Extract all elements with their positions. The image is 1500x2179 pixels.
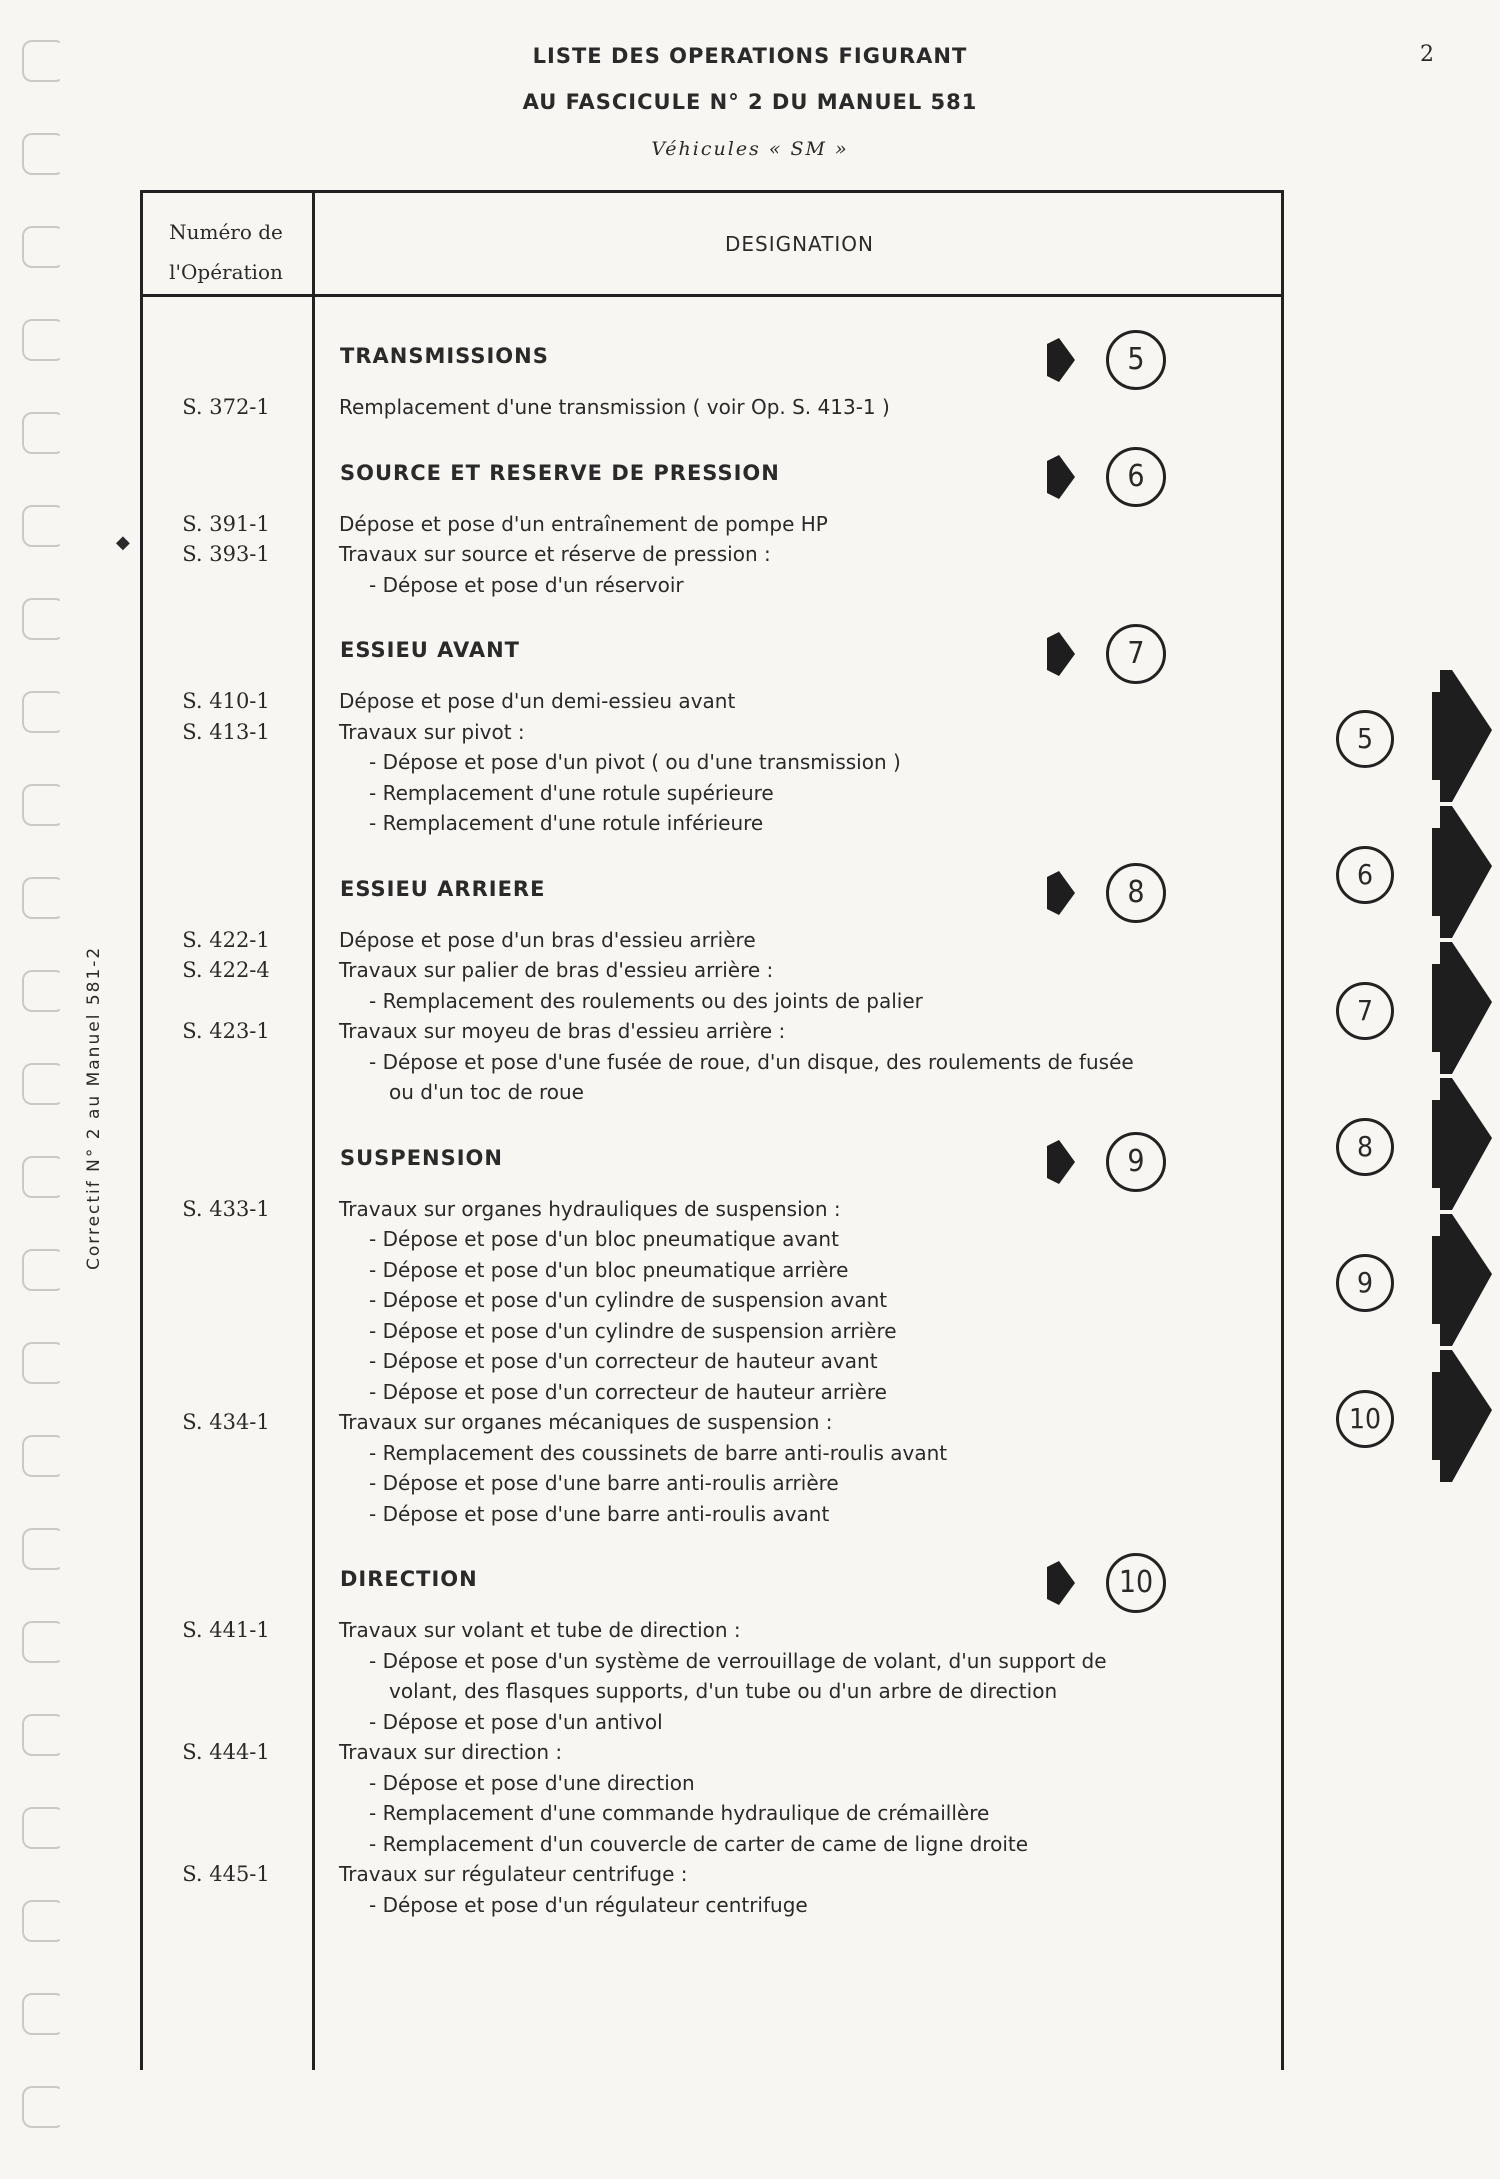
section-title: ESSIEU ARRIERE — [340, 876, 546, 901]
operation-row — [140, 1829, 1284, 1860]
operation-designation — [312, 1224, 1284, 1255]
section-spacer — [140, 1920, 1284, 1944]
binder-hole — [22, 412, 62, 454]
operation-number: S. 441-1 — [182, 1618, 270, 1642]
operation-row — [140, 392, 1284, 423]
operation-row — [140, 1859, 1284, 1890]
table-header-divider — [140, 294, 1284, 297]
section-spacer — [140, 1108, 1284, 1132]
sub-operation: - Remplacement d'un couvercle de carter de came de ligne droite — [339, 1829, 1284, 1860]
binder-holes — [22, 40, 82, 2179]
operation-designation — [312, 986, 1284, 1017]
operation-designation — [312, 1676, 1284, 1707]
operation-designation: Travaux sur volant et tube de direction : — [339, 1618, 741, 1642]
sub-operation: - Dépose et pose d'un bloc pneumatique arrière — [339, 1255, 1284, 1286]
section-tab-number: 10 — [1106, 1553, 1166, 1613]
column-header-number-line2: l'Opération — [169, 260, 283, 284]
section-tab-number: 9 — [1106, 1132, 1166, 1192]
operation-row — [140, 539, 1284, 570]
operation-row — [140, 1737, 1284, 1768]
binder-hole — [22, 1342, 62, 1384]
operation-row — [140, 1768, 1284, 1799]
section-title: ESSIEU AVANT — [340, 638, 520, 662]
edge-tab-arrow-icon — [1432, 1214, 1492, 1346]
operation-number — [140, 986, 312, 1017]
sub-operation: - Remplacement d'une rotule supérieure — [339, 778, 1284, 809]
section-title: SUSPENSION — [340, 1145, 503, 1170]
operation-designation: Dépose et pose d'un demi-essieu avant — [339, 689, 736, 713]
operation-designation — [312, 1646, 1284, 1677]
section-arrow-icon — [1045, 871, 1075, 915]
operation-designation — [312, 1438, 1284, 1469]
edge-tab-number: 6 — [1336, 846, 1394, 904]
margin-note: Correctif N° 2 au Manuel 581-2 — [84, 945, 104, 1270]
operation-number: S. 422-1 — [182, 927, 270, 952]
operation-designation — [312, 1468, 1284, 1499]
sub-operation: - Dépose et pose d'un cylindre de suspension arrière — [339, 1316, 1284, 1347]
operation-number — [140, 1829, 312, 1860]
column-header-designation: DESIGNATION — [724, 232, 875, 256]
binder-hole — [22, 877, 62, 919]
edge-tab-arrow-icon — [1432, 1350, 1492, 1482]
section-header — [140, 624, 1284, 686]
binder-hole — [22, 226, 62, 268]
binder-hole — [22, 691, 62, 733]
edge-tab-arrow-icon — [1432, 1078, 1492, 1210]
operation-row — [140, 778, 1284, 809]
operation-number — [140, 1285, 312, 1316]
operation-row — [140, 1468, 1284, 1499]
section-title: TRANSMISSIONS — [340, 344, 549, 368]
operation-number: S. 422-4 — [182, 958, 270, 982]
section-transmissions — [140, 330, 1284, 447]
section-arrow-icon — [1045, 632, 1075, 676]
operation-designation — [312, 1077, 1284, 1108]
binder-hole — [22, 1063, 62, 1105]
sub-operation: - Dépose et pose d'un antivol — [339, 1707, 1284, 1738]
binder-hole — [22, 133, 62, 175]
edge-tab[interactable] — [1322, 1350, 1500, 1486]
operation-row — [140, 570, 1284, 601]
section-arrow-icon — [1045, 455, 1075, 499]
operation-row — [140, 1798, 1284, 1829]
operation-designation — [312, 570, 1284, 601]
operation-row — [140, 1438, 1284, 1469]
operation-designation — [312, 808, 1284, 839]
operation-row — [140, 925, 1284, 956]
operation-number: S. 433-1 — [182, 1196, 270, 1221]
operation-number — [140, 1890, 312, 1921]
section-header — [140, 863, 1284, 925]
operation-row — [140, 1407, 1284, 1438]
operation-designation: Travaux sur direction : — [339, 1740, 563, 1764]
operation-row — [140, 747, 1284, 778]
operation-designation — [312, 1798, 1284, 1829]
operation-row — [140, 1224, 1284, 1255]
operation-row — [140, 1615, 1284, 1646]
operation-row — [140, 1377, 1284, 1408]
page-number: 2 — [1420, 42, 1434, 67]
operation-row — [140, 1890, 1284, 1921]
operation-number — [140, 1224, 312, 1255]
section-header — [140, 330, 1284, 392]
section-tab-number: 8 — [1106, 863, 1166, 923]
operation-number: S. 410-1 — [182, 689, 270, 713]
operation-row — [140, 1499, 1284, 1530]
operation-designation: Travaux sur moyeu de bras d'essieu arrière : — [339, 1019, 786, 1043]
binder-hole — [22, 1807, 62, 1849]
edge-tab-index — [1322, 670, 1500, 1486]
operation-row — [140, 686, 1284, 717]
binder-hole — [22, 40, 62, 82]
operation-number — [140, 1768, 312, 1799]
sub-operation: - Dépose et pose d'un cylindre de suspension avant — [339, 1285, 1284, 1316]
sub-operation: - Remplacement d'une rotule inférieure — [339, 808, 1284, 839]
sub-operation: - Dépose et pose d'un réservoir — [339, 570, 1284, 601]
binder-hole — [22, 1435, 62, 1477]
edge-tab[interactable] — [1322, 942, 1500, 1078]
operation-number — [140, 1468, 312, 1499]
operation-row — [140, 955, 1284, 986]
operation-row — [140, 1047, 1284, 1078]
sub-operation: - Remplacement d'une commande hydraulique de crémaillère — [339, 1798, 1284, 1829]
operation-number: S. 391-1 — [182, 511, 270, 536]
operation-number — [140, 1646, 312, 1677]
sub-operation: - Remplacement des coussinets de barre anti-roulis avant — [339, 1438, 1284, 1469]
sub-operation: - Dépose et pose d'une barre anti-roulis arrière — [339, 1468, 1284, 1499]
section-spacer — [140, 1529, 1284, 1553]
section-spacer — [140, 423, 1284, 447]
operation-row — [140, 1285, 1284, 1316]
operation-number — [140, 570, 312, 601]
operation-number — [140, 1255, 312, 1286]
operation-row — [140, 808, 1284, 839]
edge-tab[interactable] — [1322, 1214, 1500, 1350]
binder-hole — [22, 1993, 62, 2035]
binder-hole — [22, 1714, 62, 1756]
edge-tab-number: 8 — [1336, 1118, 1394, 1176]
section-direction — [140, 1553, 1284, 1944]
operation-row — [140, 1016, 1284, 1047]
binder-hole — [22, 598, 62, 640]
sub-operation: - Dépose et pose d'un correcteur de hauteur avant — [339, 1346, 1284, 1377]
edge-tab[interactable] — [1322, 1078, 1500, 1214]
operation-row — [140, 1676, 1284, 1707]
operation-designation — [312, 1255, 1284, 1286]
section-tab-number: 7 — [1106, 624, 1166, 684]
section-source-et-reserve-de-pression — [140, 447, 1284, 625]
operation-number — [140, 1707, 312, 1738]
binder-hole — [22, 1249, 62, 1291]
section-title: SOURCE ET RESERVE DE PRESSION — [340, 460, 780, 485]
operation-row — [140, 986, 1284, 1017]
section-arrow-icon — [1045, 338, 1075, 382]
binder-hole — [22, 1528, 62, 1570]
operation-row — [140, 509, 1284, 540]
sub-operation: - Dépose et pose d'une fusée de roue, d'un disque, des roulements de fusée — [339, 1047, 1284, 1078]
operation-designation — [312, 1346, 1284, 1377]
section-header — [140, 447, 1284, 509]
operation-number — [140, 1077, 312, 1108]
section-essieu-avant — [140, 624, 1284, 863]
operation-number: S. 372-1 — [182, 395, 270, 419]
sub-operation: - Dépose et pose d'une direction — [339, 1768, 1284, 1799]
operation-row — [140, 1646, 1284, 1677]
operation-number — [140, 747, 312, 778]
operation-number: S. 445-1 — [182, 1862, 270, 1886]
operation-row — [140, 1707, 1284, 1738]
operation-row — [140, 1316, 1284, 1347]
operation-number — [140, 808, 312, 839]
operation-designation — [312, 1377, 1284, 1408]
operation-designation — [312, 1890, 1284, 1921]
operation-number: S. 393-1 — [182, 542, 270, 566]
sub-operation-continued: ou d'un toc de roue — [389, 1080, 584, 1104]
operation-designation — [312, 747, 1284, 778]
operation-designation: Travaux sur organes hydrauliques de suspension : — [339, 1196, 841, 1221]
operation-number — [140, 1377, 312, 1408]
section-tab-number: 6 — [1106, 447, 1166, 507]
operation-number: S. 413-1 — [182, 719, 270, 744]
sub-operation: - Dépose et pose d'un bloc pneumatique avant — [339, 1224, 1284, 1255]
binder-hole — [22, 1900, 62, 1942]
operation-designation — [312, 1768, 1284, 1799]
operation-designation: Travaux sur palier de bras d'essieu arrière : — [339, 958, 774, 982]
operation-designation: Travaux sur régulateur centrifuge : — [339, 1862, 688, 1886]
sub-operation: - Dépose et pose d'une barre anti-roulis avant — [339, 1499, 1284, 1530]
operation-number — [140, 1316, 312, 1347]
operation-designation — [312, 1285, 1284, 1316]
binder-hole — [22, 970, 62, 1012]
section-arrow-icon — [1045, 1140, 1075, 1184]
table-border-top — [140, 190, 1284, 193]
section-essieu-arriere — [140, 863, 1284, 1132]
edge-tab-arrow-icon — [1432, 942, 1492, 1074]
edge-tab-number: 10 — [1336, 1390, 1394, 1448]
operation-number — [140, 1438, 312, 1469]
operation-designation — [312, 1707, 1284, 1738]
operation-designation — [312, 1499, 1284, 1530]
edge-tab[interactable] — [1322, 806, 1500, 942]
edge-tab-number: 9 — [1336, 1254, 1394, 1312]
binder-hole — [22, 505, 62, 547]
binder-hole — [22, 784, 62, 826]
operation-row — [140, 1077, 1284, 1108]
sub-operation: - Dépose et pose d'un pivot ( ou d'une transmission ) — [339, 747, 1284, 778]
operation-row — [140, 717, 1284, 748]
edge-tab-arrow-icon — [1432, 806, 1492, 938]
edge-tab-number: 5 — [1336, 710, 1394, 768]
operation-designation: Travaux sur source et réserve de pression : — [339, 542, 771, 566]
binder-hole — [22, 319, 62, 361]
sub-operation: - Dépose et pose d'un système de verrouillage de volant, d'un support de — [339, 1646, 1284, 1677]
sub-operation: - Dépose et pose d'un correcteur de hauteur arrière — [339, 1377, 1284, 1408]
operation-designation — [312, 1829, 1284, 1860]
operation-designation — [312, 1047, 1284, 1078]
section-title: DIRECTION — [340, 1567, 478, 1591]
section-spacer — [140, 600, 1284, 624]
table-body — [140, 330, 1284, 1944]
operation-number — [140, 1047, 312, 1078]
edge-tab-arrow-icon — [1432, 670, 1492, 802]
section-tab-number: 5 — [1106, 330, 1166, 390]
operation-row — [140, 1255, 1284, 1286]
section-arrow-icon — [1045, 1561, 1075, 1605]
sub-operation-continued: volant, des flasques supports, d'un tube ou d'un arbre de direction — [389, 1679, 1058, 1703]
operation-number: S. 434-1 — [182, 1410, 270, 1434]
sub-operation: - Dépose et pose d'un régulateur centrifuge — [339, 1890, 1284, 1921]
binder-hole — [22, 1156, 62, 1198]
section-suspension — [140, 1132, 1284, 1554]
document-subtitle: Véhicules « SM » — [651, 138, 849, 160]
change-marker-icon: ◆ — [116, 532, 130, 553]
operation-number — [140, 1676, 312, 1707]
operation-number: S. 423-1 — [182, 1019, 270, 1043]
column-header-number-line1: Numéro de — [169, 220, 283, 244]
section-header — [140, 1553, 1284, 1615]
section-header — [140, 1132, 1284, 1194]
document-title-line2: AU FASCICULE N° 2 DU MANUEL 581 — [522, 90, 978, 114]
operation-number — [140, 1798, 312, 1829]
operation-number — [140, 778, 312, 809]
binder-hole — [22, 2086, 62, 2128]
operation-designation: Remplacement d'une transmission ( voir Op. S. 413-1 ) — [339, 395, 890, 419]
column-header-number — [140, 212, 312, 292]
operation-row — [140, 1346, 1284, 1377]
operation-designation: Dépose et pose d'un entraînement de pompe HP — [339, 511, 828, 536]
operation-designation — [312, 778, 1284, 809]
edge-tab[interactable] — [1322, 670, 1500, 806]
operation-row — [140, 1194, 1284, 1225]
binder-hole — [22, 1621, 62, 1663]
document-title-line1: LISTE DES OPERATIONS FIGURANT — [532, 44, 968, 68]
section-spacer — [140, 839, 1284, 863]
operation-designation: Travaux sur organes mécaniques de suspension : — [339, 1410, 833, 1434]
operation-number: S. 444-1 — [182, 1740, 270, 1764]
sub-operation: - Remplacement des roulements ou des joints de palier — [339, 986, 1284, 1017]
operation-designation: Dépose et pose d'un bras d'essieu arrière — [339, 927, 756, 952]
operation-designation: Travaux sur pivot : — [339, 719, 525, 744]
operation-number — [140, 1499, 312, 1530]
operation-designation — [312, 1316, 1284, 1347]
edge-tab-number: 7 — [1336, 982, 1394, 1040]
operation-number — [140, 1346, 312, 1377]
